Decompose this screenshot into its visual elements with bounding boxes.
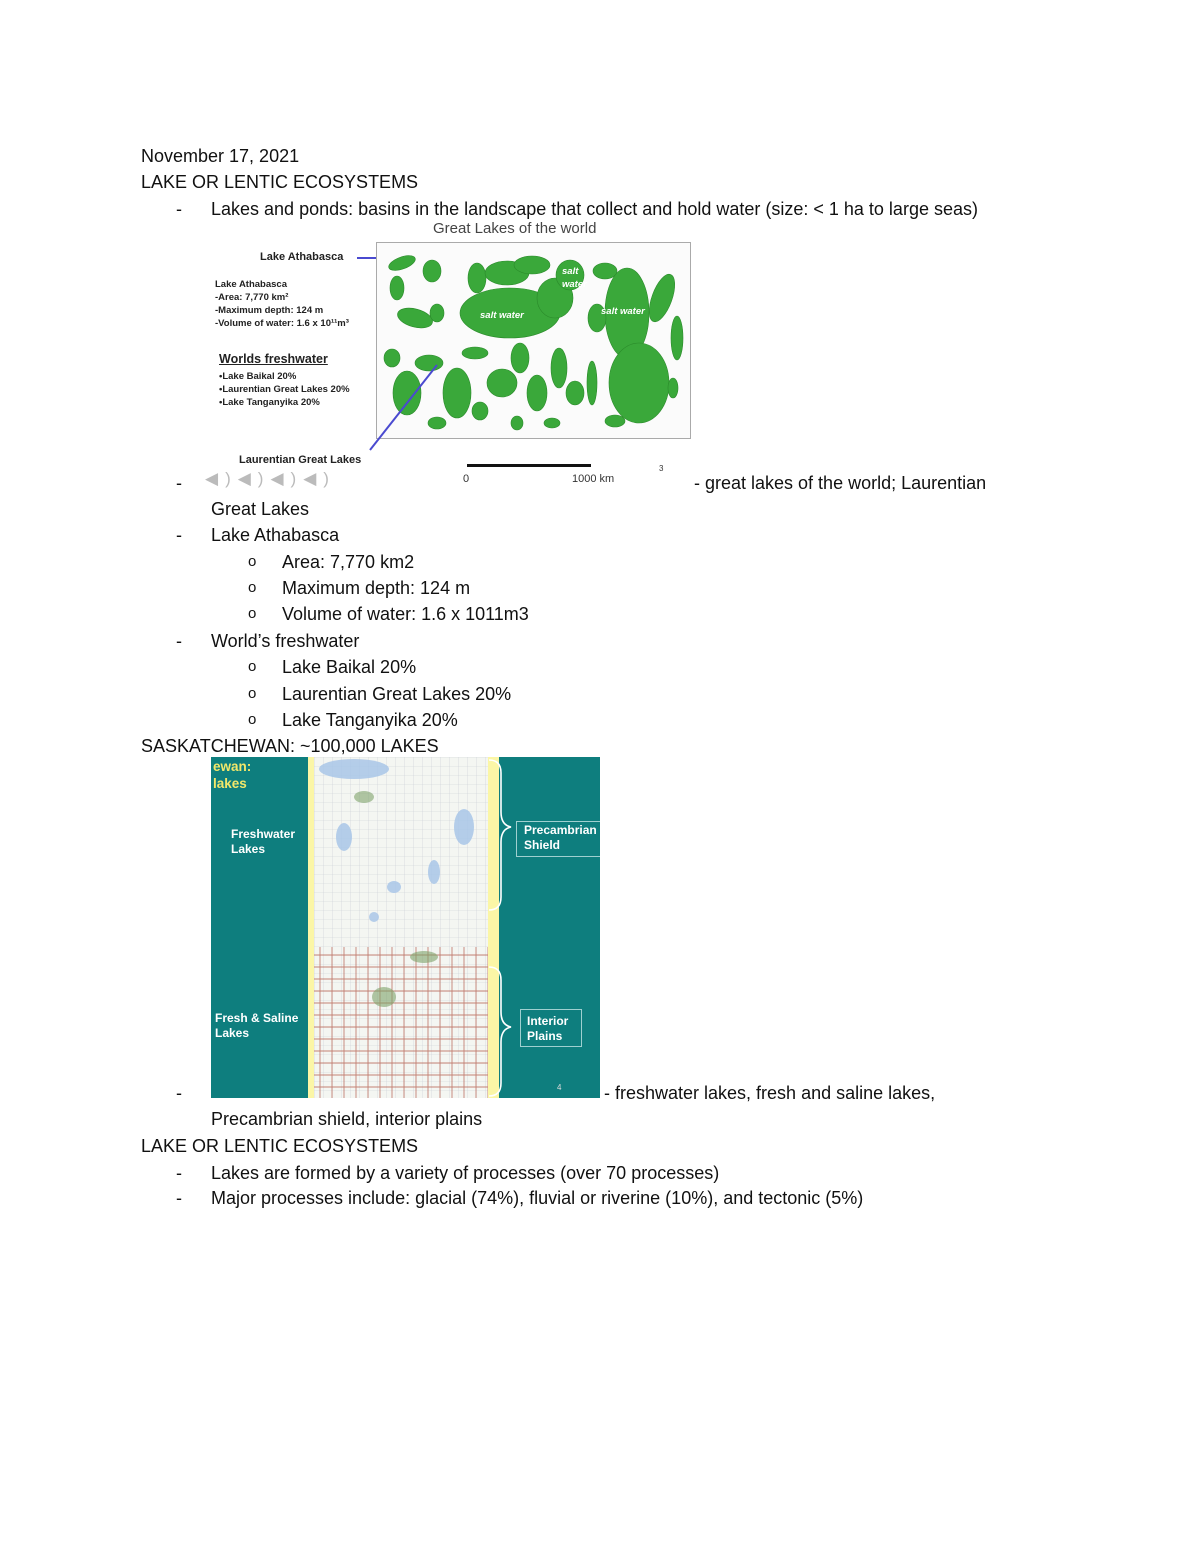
- callout-athabasca: Lake Athabasca: [260, 251, 344, 263]
- athabasca-item: Area: 7,770 km2: [282, 552, 415, 572]
- scale-zero: 0: [463, 473, 470, 485]
- heading-saskatchewan: SASKATCHEWAN: ~100,000 LAKES: [141, 736, 439, 756]
- interior-plains-label: Plains: [527, 1029, 563, 1043]
- freshwater-item: •Lake Tanganyika 20%: [219, 397, 320, 408]
- dash-marker: -: [176, 1083, 182, 1103]
- freshwater-lakes-label: Freshwater: [231, 827, 296, 841]
- slide-page-number: 3: [659, 464, 664, 473]
- freshwater-item: Lake Tanganyika 20%: [282, 710, 458, 730]
- caption-saskatchewan: - freshwater lakes, fresh and saline lakes,: [604, 1083, 936, 1103]
- caption-saskatchewan-cont: Precambrian shield, interior plains: [211, 1109, 483, 1129]
- saskatchewan-map: [314, 757, 488, 1098]
- athabasca-title: Lake Athabasca: [211, 525, 340, 545]
- freshwater-title: World’s freshwater: [211, 631, 360, 651]
- caption-great-lakes-cont: Great Lakes: [211, 499, 310, 519]
- speaker-icons: ◀)◀)◀)◀): [205, 469, 336, 488]
- caption-great-lakes: - great lakes of the world; Laurentian: [694, 473, 987, 493]
- worlds-freshwater-title: Worlds freshwater: [219, 352, 328, 366]
- interior-plains-label: Interior: [527, 1014, 569, 1028]
- dash-marker: -: [176, 1188, 182, 1208]
- dash-marker: -: [176, 1163, 182, 1183]
- dash-marker: -: [176, 199, 182, 219]
- sub-bullet: o: [248, 711, 257, 728]
- heading-lentic-2: LAKE OR LENTIC ECOSYSTEMS: [141, 1136, 419, 1156]
- scale-bar: [467, 464, 591, 467]
- sub-bullet: o: [248, 579, 257, 596]
- great-lakes-figure: [205, 220, 695, 492]
- info-depth: -Maximum depth: 124 m: [215, 305, 324, 316]
- figure-title: Great Lakes of the world: [433, 220, 597, 237]
- precambrian-label: Shield: [524, 838, 561, 852]
- partial-title: lakes: [213, 776, 247, 791]
- freshwater-item: Laurentian Great Lakes 20%: [282, 684, 512, 704]
- info-volume: -Volume of water: 1.6 x 10¹¹m³: [215, 318, 349, 329]
- heading-lentic: LAKE OR LENTIC ECOSYSTEMS: [141, 172, 419, 192]
- salt-water-label: salt water: [480, 310, 524, 321]
- freshwater-item: •Lake Baikal 20%: [219, 371, 297, 382]
- dash-marker: -: [176, 525, 182, 545]
- info-title: Lake Athabasca: [215, 279, 287, 290]
- brace-lines: [485, 757, 525, 1098]
- freshwater-lakes-label: Lakes: [231, 842, 266, 856]
- sub-bullet: o: [248, 553, 257, 570]
- scale-max: 1000 km: [572, 473, 615, 485]
- dash-marker: -: [176, 473, 182, 493]
- salt-water-label: salt water: [601, 306, 645, 317]
- map-texture: [314, 757, 488, 1098]
- salt-water-label: salt water: [562, 266, 587, 290]
- info-area: -Area: 7,770 km²: [215, 292, 289, 303]
- freshwater-item: •Laurentian Great Lakes 20%: [219, 384, 350, 395]
- bullet-formation: Lakes are formed by a variety of processes (over 70 processes): [211, 1163, 720, 1183]
- fresh-saline-label: Lakes: [215, 1026, 250, 1040]
- precambrian-label: Precambrian: [524, 823, 597, 837]
- callout-laurentian: Laurentian Great Lakes: [239, 454, 362, 466]
- bullet-lakes-ponds: Lakes and ponds: basins in the landscape that collect and hold water (size: < 1 ha to large seas): [211, 199, 978, 219]
- bullet-processes: Major processes include: glacial (74%), fluvial or riverine (10%), and tectonic (5%): [211, 1188, 864, 1208]
- partial-title: ewan:: [213, 759, 252, 774]
- fresh-saline-label: Fresh & Saline: [215, 1011, 299, 1025]
- athabasca-item: Maximum depth: 124 m: [282, 578, 471, 598]
- note-date: November 17, 2021: [141, 146, 300, 166]
- laurentian-pointer: [365, 360, 445, 455]
- sub-bullet: o: [248, 685, 257, 702]
- sub-bullet: o: [248, 658, 257, 675]
- athabasca-item: Volume of water: 1.6 x 1011m3: [282, 604, 529, 624]
- freshwater-item: Lake Baikal 20%: [282, 657, 417, 677]
- slide-page-number: 4: [557, 1083, 562, 1092]
- sub-bullet: o: [248, 605, 257, 622]
- dash-marker: -: [176, 631, 182, 651]
- saskatchewan-figure: [211, 757, 600, 1098]
